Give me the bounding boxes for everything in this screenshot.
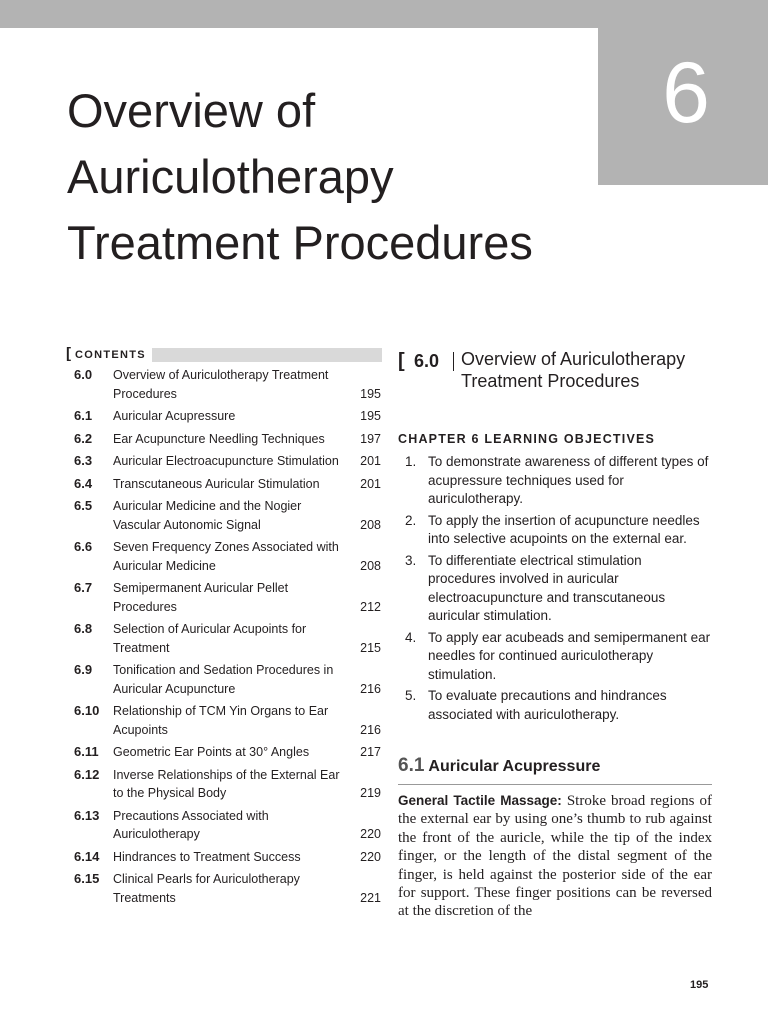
objective-text: To evaluate precautions and hindrances associated with auriculotherapy.: [428, 688, 667, 722]
objective-text: To demonstrate awareness of different types of acupressure techniques used for auriculotherapy.: [428, 454, 709, 506]
contents-label: CONTENTS: [75, 349, 146, 361]
contents-box: [66, 346, 382, 911]
contents-entry-title: Geometric Ear Points at 30° Angles: [113, 745, 310, 759]
objectives-heading: CHAPTER 6 LEARNING OBJECTIVES: [398, 432, 656, 446]
contents-entry-number: 6.1: [74, 408, 93, 423]
contents-entry-number: 6.4: [74, 475, 93, 491]
contents-entry-title: Ear Acupuncture Needling Techniques: [113, 431, 325, 446]
contents-entry-number: 6.3: [74, 453, 93, 468]
divider: [453, 352, 454, 371]
contents-entry: [66, 807, 382, 844]
contents-entry-number: 6.14: [74, 848, 100, 864]
contents-entry: [66, 870, 382, 907]
contents-list: [66, 366, 382, 907]
objective-item: [398, 512, 712, 549]
objective-number: 5.: [405, 688, 417, 703]
contents-entry-title: Relationship of TCM Yin Organs to Ear Acupoints: [113, 704, 329, 737]
contents-entry-title: Overview of Auriculotherapy Treatment Procedures: [113, 368, 329, 401]
contents-entry-page: 212: [360, 599, 381, 614]
contents-entry: [66, 620, 382, 657]
contents-entry-page: 195: [360, 386, 381, 401]
objective-item: [398, 552, 712, 626]
contents-entry-number: 6.6: [74, 539, 93, 554]
contents-entry: [66, 702, 382, 739]
contents-entry: [66, 452, 382, 471]
contents-entry: [66, 475, 382, 494]
objective-number: 2.: [405, 512, 417, 528]
contents-entry: [66, 497, 382, 534]
objective-item: [398, 687, 712, 724]
chapter-title-line: Auriculotherapy: [67, 150, 394, 203]
contents-entry-number: 6.13: [74, 807, 100, 823]
objective-number: 4.: [405, 629, 417, 645]
contents-entry-page: 220: [360, 849, 381, 864]
contents-entry-page: 216: [360, 722, 381, 737]
contents-entry-page: 197: [360, 431, 381, 446]
objective-text: To differentiate electrical stimulation procedures involved in auricular electroacupuncture and transcutaneous auricular stimulation.: [428, 552, 666, 623]
paragraph-text: Stroke broad regions of the external ear by using one’s thumb to rub against the front of the auricle, while the tip of the index finger, or the length of the distal segment of the finger, is held against the posterior side of the ear for support. These finger positions can be reversed at the discretion of the: [398, 793, 713, 920]
objective-item: [398, 453, 712, 509]
contents-entry-title: Transcutaneous Auricular Stimulation: [113, 476, 320, 491]
contents-entry-title: Precautions Associated with Auriculotherapy: [113, 808, 269, 841]
section-title: Auricular Acupressure: [428, 758, 601, 775]
page-number: 195: [690, 979, 709, 991]
contents-entry-page: 208: [360, 558, 381, 573]
contents-entry-number: 6.10: [74, 703, 100, 718]
top-band: [0, 0, 768, 28]
contents-entry-page: 217: [360, 745, 381, 759]
section-number: 6.0: [414, 351, 440, 371]
section-title: Overview of Auriculotherapy Treatment Procedures: [461, 349, 686, 391]
section-6-0-heading: [398, 348, 712, 392]
section-6-1-heading: [398, 755, 712, 777]
contents-entry-page: 216: [360, 681, 381, 696]
chapter-number: 6: [662, 45, 710, 141]
objectives-list: [398, 453, 712, 727]
section-number: 6.1: [398, 755, 425, 776]
chapter-number-box: [598, 28, 768, 185]
contents-entry-title: Inverse Relationships of the External Ear to the Physical Body: [113, 767, 340, 800]
contents-entry-page: 201: [360, 476, 381, 491]
contents-entry-number: 6.7: [74, 580, 93, 595]
contents-entry-number: 6.8: [74, 621, 93, 636]
contents-entry-page: 195: [360, 409, 381, 423]
bracket-icon: [: [398, 350, 405, 372]
objective-number: 1.: [405, 454, 417, 469]
paragraph-lead: General Tactile Massage:: [398, 793, 562, 808]
chapter-title: [67, 78, 587, 276]
body-paragraph: [398, 792, 712, 921]
contents-header-bar: [152, 348, 382, 362]
contents-entry-number: 6.5: [74, 498, 93, 513]
contents-entry-page: 208: [360, 517, 381, 532]
contents-entry-title: Semipermanent Auricular Pellet Procedures: [113, 581, 289, 614]
contents-entry: [66, 579, 382, 616]
bracket-icon: [: [66, 345, 71, 362]
contents-entry-number: 6.15: [74, 871, 100, 886]
contents-entry: [66, 766, 382, 803]
contents-entry-page: 220: [360, 827, 381, 841]
contents-entry-number: 6.9: [74, 662, 93, 677]
contents-entry-number: 6.11: [74, 744, 99, 759]
objective-text: To apply ear acubeads and semipermanent ear needles for continued auriculotherapy stimulation.: [428, 629, 711, 682]
contents-entry-number: 6.0: [74, 367, 93, 382]
contents-entry: [66, 407, 382, 426]
contents-entry-number: 6.12: [74, 766, 100, 782]
contents-entry-title: Tonification and Sedation Procedures in Auricular Acupuncture: [113, 663, 334, 696]
contents-entry-title: Selection of Auricular Acupoints for Treatment: [113, 622, 307, 655]
contents-entry-page: 201: [360, 454, 381, 468]
contents-entry-page: 221: [360, 890, 381, 905]
contents-entry: [66, 366, 382, 403]
contents-entry-title: Auricular Electroacupuncture Stimulation: [113, 454, 339, 468]
objective-item: [398, 629, 712, 685]
contents-header: [66, 346, 382, 362]
chapter-title-line: Overview of: [67, 84, 316, 137]
objective-number: 3.: [405, 552, 417, 568]
contents-entry-number: 6.2: [74, 430, 93, 446]
contents-entry: [66, 430, 382, 449]
chapter-title-line: Treatment Procedures: [67, 216, 533, 269]
contents-entry-title: Clinical Pearls for Auriculotherapy Treatments: [113, 872, 300, 905]
contents-entry-title: Hindrances to Treatment Success: [113, 849, 301, 864]
contents-entry-page: 219: [360, 786, 381, 800]
contents-entry-title: Auricular Acupressure: [113, 409, 236, 423]
contents-entry-title: Seven Frequency Zones Associated with Auricular Medicine: [113, 540, 339, 573]
contents-entry: [66, 538, 382, 575]
contents-entry-title: Auricular Medicine and the Nogier Vascular Autonomic Signal: [113, 499, 302, 532]
contents-entry: [66, 743, 382, 762]
section-rule: [398, 784, 712, 785]
contents-entry-page: 215: [360, 640, 381, 655]
contents-entry: [66, 848, 382, 867]
contents-entry: [66, 661, 382, 698]
objective-text: To apply the insertion of acupuncture needles into selective acupoints on the external ear.: [428, 512, 700, 546]
